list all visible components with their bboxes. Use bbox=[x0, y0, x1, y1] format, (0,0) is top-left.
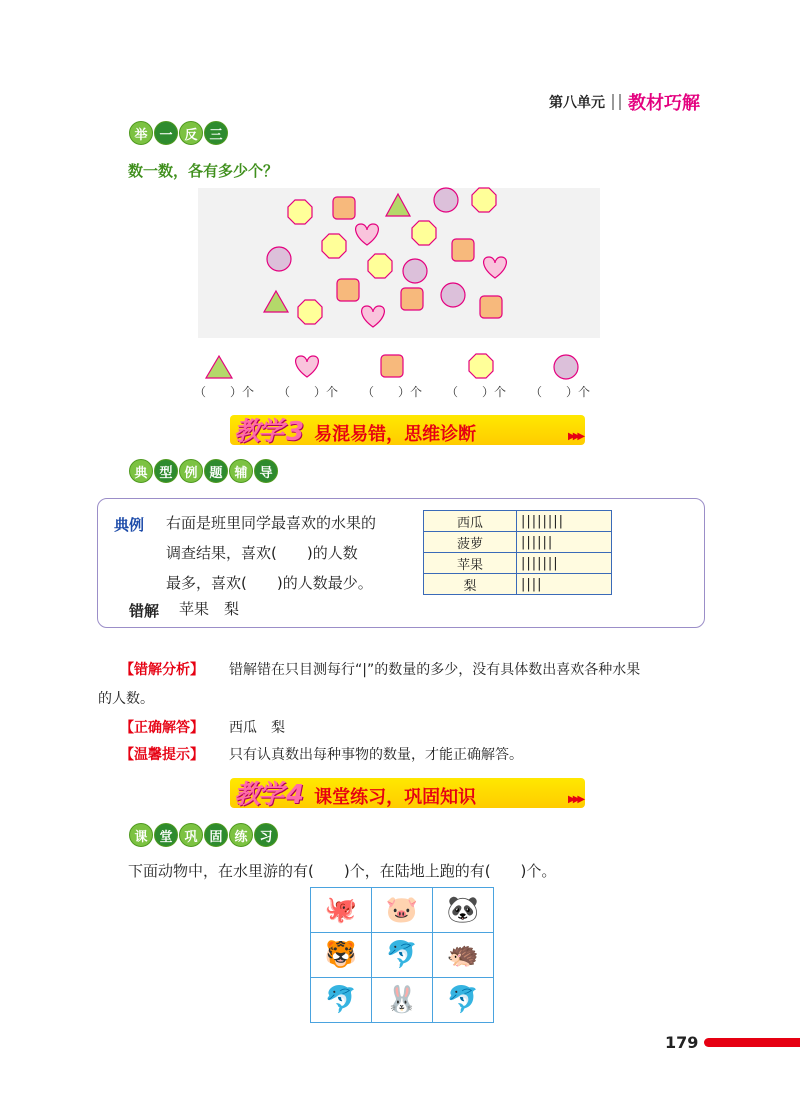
example-line-2: 调查结果，喜欢( )的人数 bbox=[166, 544, 358, 562]
octagon-shape bbox=[368, 254, 392, 278]
tag-char: 三 bbox=[204, 121, 228, 145]
banner-4-content bbox=[234, 774, 476, 811]
octagon-shape bbox=[298, 300, 322, 324]
unit-label: 第八单元 bbox=[549, 95, 605, 111]
dolphin-icon: 🐬 bbox=[311, 978, 372, 1023]
count-question: 数一数，各有多少个？ bbox=[128, 162, 279, 180]
table-row bbox=[424, 574, 612, 595]
answer-label: 【正确解答】 bbox=[120, 720, 204, 736]
banner-title: 课堂练习，巩固知识 bbox=[314, 787, 477, 808]
blank-octagon[interactable]: （ ）个 bbox=[446, 385, 507, 399]
tip-text: 只有认真数出每种事物的数量，才能正确解答。 bbox=[229, 747, 523, 763]
tag-char: 反 bbox=[179, 121, 203, 145]
triangle-shape bbox=[206, 356, 232, 378]
tag-char: 型 bbox=[154, 459, 178, 483]
banner-number: 3 bbox=[286, 417, 303, 447]
blank-heart[interactable]: （ ）个 bbox=[278, 385, 339, 399]
square-shape bbox=[401, 288, 423, 310]
tag-char: 巩 bbox=[179, 823, 203, 847]
octagon-shape bbox=[472, 188, 496, 212]
tag-char: 举 bbox=[129, 121, 153, 145]
table-row bbox=[424, 511, 612, 532]
fruit-name: 菠萝 bbox=[424, 532, 517, 553]
wrong-label: 错解 bbox=[129, 602, 160, 620]
page-number-bar bbox=[704, 1038, 800, 1047]
analysis-text-1: 错解错在只目测每行“|”的数量的多少，没有具体数出喜欢各种水果 bbox=[229, 662, 641, 678]
answer-text: 西瓜 梨 bbox=[229, 720, 285, 736]
heart-shape bbox=[356, 224, 379, 245]
tiger-icon: 🐯 bbox=[311, 933, 372, 978]
dolphin-icon: 🐬 bbox=[433, 978, 494, 1023]
shapes-figure bbox=[0, 0, 800, 400]
triangle-shape bbox=[386, 194, 410, 216]
heart-shape bbox=[484, 257, 507, 278]
table-row bbox=[424, 553, 612, 574]
animal-grid bbox=[310, 887, 494, 1023]
blank-circle[interactable]: （ ）个 bbox=[530, 385, 591, 399]
fruit-name: 苹果 bbox=[424, 553, 517, 574]
tag-char: 导 bbox=[254, 459, 278, 483]
analysis-label: 【错解分析】 bbox=[120, 662, 204, 678]
octagon-shape bbox=[288, 200, 312, 224]
fruit-tally: ||||||| bbox=[517, 553, 612, 574]
octagon-shape bbox=[412, 221, 436, 245]
dolphin-icon: 🐬 bbox=[372, 933, 433, 978]
tag-char: 习 bbox=[254, 823, 278, 847]
blank-square[interactable]: （ ）个 bbox=[362, 385, 423, 399]
banner-prefix: 教学 bbox=[234, 780, 283, 810]
circle-shape bbox=[267, 247, 291, 271]
triangle-shape bbox=[264, 291, 288, 312]
tip-label: 【温馨提示】 bbox=[120, 747, 204, 763]
heart-shape bbox=[362, 306, 385, 327]
tag-char: 辅 bbox=[229, 459, 253, 483]
analysis-text-2: 的人数。 bbox=[98, 691, 154, 707]
banner-number: 4 bbox=[286, 780, 303, 810]
section-tag-ktgglx bbox=[129, 823, 278, 847]
table-row bbox=[311, 933, 494, 978]
example-line-1: 右面是班里同学最喜欢的水果的 bbox=[166, 514, 377, 532]
square-shape bbox=[452, 239, 474, 261]
circle-shape bbox=[403, 259, 427, 283]
wrong-answer: 苹果 梨 bbox=[179, 600, 240, 618]
header-title: 教材巧解 bbox=[628, 93, 700, 114]
tag-char: 课 bbox=[129, 823, 153, 847]
tag-char: 固 bbox=[204, 823, 228, 847]
fruit-tally: |||| bbox=[517, 574, 612, 595]
circle-shape bbox=[554, 355, 578, 379]
tag-char: 一 bbox=[154, 121, 178, 145]
table-row bbox=[311, 978, 494, 1023]
pig-icon: 🐷 bbox=[372, 888, 433, 933]
section-tag-dxltfd bbox=[129, 459, 278, 483]
arrows-icon: ▶▶▶ bbox=[568, 431, 583, 442]
table-row bbox=[311, 888, 494, 933]
tag-char: 堂 bbox=[154, 823, 178, 847]
banner-title: 易混易错，思维诊断 bbox=[314, 424, 477, 445]
page-number: 179 bbox=[665, 1033, 699, 1052]
tag-char: 练 bbox=[229, 823, 253, 847]
example-label: 典例 bbox=[114, 516, 145, 534]
answer-blanks-row bbox=[194, 383, 614, 400]
fruit-tally-table bbox=[423, 510, 612, 595]
banner-3-content bbox=[234, 411, 476, 448]
hedgehog-icon: 🦔 bbox=[433, 933, 494, 978]
fruit-name: 西瓜 bbox=[424, 511, 517, 532]
square-shape bbox=[337, 279, 359, 301]
exercise-question: 下面动物中，在水里游的有( )个，在陆地上跑的有( )个。 bbox=[128, 862, 557, 880]
heart-shape bbox=[296, 356, 319, 377]
banner-prefix: 教学 bbox=[234, 417, 283, 447]
example-line-3: 最多，喜欢( )的人数最少。 bbox=[166, 574, 373, 592]
fruit-name: 梨 bbox=[424, 574, 517, 595]
octopus-icon: 🐙 bbox=[311, 888, 372, 933]
square-shape bbox=[333, 197, 355, 219]
rabbit-icon: 🐰 bbox=[372, 978, 433, 1023]
square-shape bbox=[381, 355, 403, 377]
square-shape bbox=[480, 296, 502, 318]
circle-shape bbox=[441, 283, 465, 307]
octagon-shape bbox=[469, 354, 493, 378]
panda-icon: 🐼 bbox=[433, 888, 494, 933]
fruit-tally: |||||| bbox=[517, 532, 612, 553]
table-row bbox=[424, 532, 612, 553]
octagon-shape bbox=[322, 234, 346, 258]
tag-char: 题 bbox=[204, 459, 228, 483]
blank-triangle[interactable]: （ ）个 bbox=[194, 385, 255, 399]
fruit-tally: |||||||| bbox=[517, 511, 612, 532]
arrows-icon: ▶▶▶ bbox=[568, 794, 583, 805]
tag-char: 例 bbox=[179, 459, 203, 483]
tag-char: 典 bbox=[129, 459, 153, 483]
circle-shape bbox=[434, 188, 458, 212]
